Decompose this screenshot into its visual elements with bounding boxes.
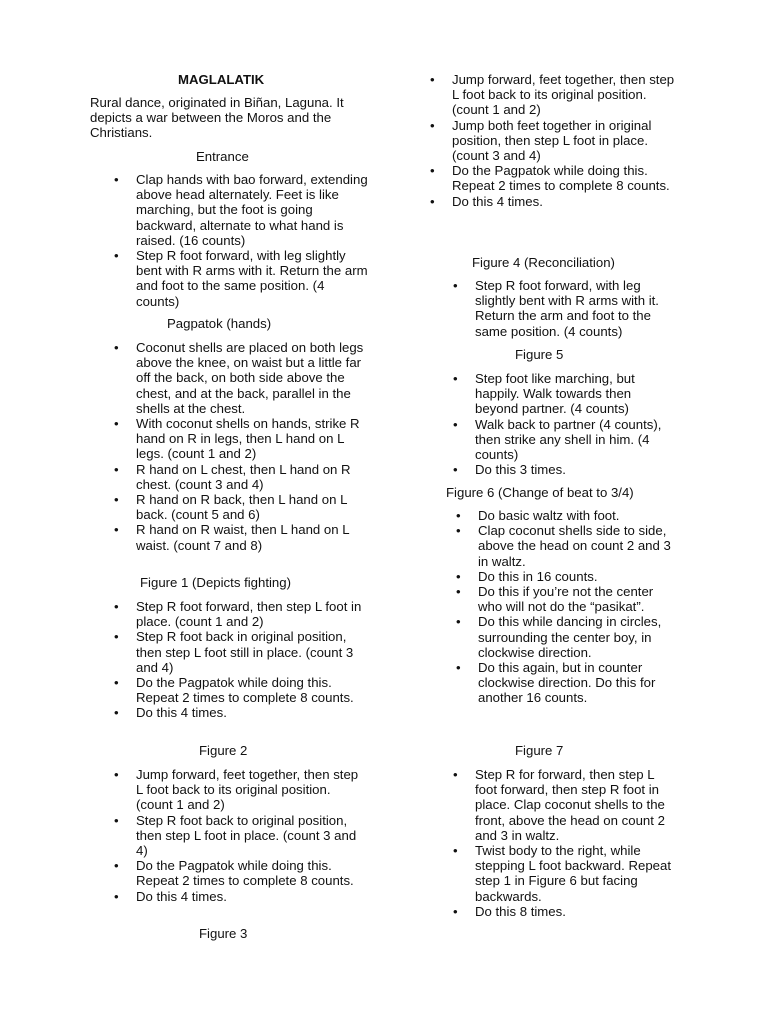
list-item: • Walk back to partner (4 counts), then strike any shell in him. (4 counts) [475,417,675,463]
list-item: • Step R foot back to original position, then step L foot in place. (count 3 and 4) [136,813,368,859]
pagpatok-list [136,340,368,553]
figure2-list [136,767,368,904]
list-item: • Step R for forward, then step L foot forward, then step R foot in place. Clap coconut shells to the front, above the head on count 2 and 3 in waltz. [475,767,675,843]
list-item: • Jump forward, feet together, then step L foot back to its original position. (count 1 and 2) [452,72,680,118]
figure4-heading: Figure 4 (Reconciliation) [472,255,615,270]
figure5-heading: Figure 5 [515,347,564,362]
list-item: • Step R foot forward, then step L foot in place. (count 1 and 2) [136,599,368,629]
list-item: • Do this 3 times. [475,462,675,477]
pagpatok-heading: Pagpatok (hands) [167,316,272,331]
entrance-heading: Entrance [196,149,249,164]
list-item: • Do this while dancing in circles, surrounding the center boy, in clockwise direction. [478,614,678,660]
list-item: • Step R foot forward, with leg slightly bent with R arms with it. Return the arm and foot to the same position. (4 counts) [475,278,675,339]
figure6-list [478,508,678,706]
list-item: • R hand on R back, then L hand on L back. (count 5 and 6) [136,492,368,522]
list-item: • Do this in 16 counts. [478,569,678,584]
entrance-list [136,172,368,309]
list-item: • Do the Pagpatok while doing this. Repeat 2 times to complete 8 counts. [452,163,680,193]
list-item: • Clap hands with bao forward, extending above head alternately. Feet is like marching, but the foot is going backward, alternate to what hand is raised. (16 counts) [136,172,368,248]
figure1-list [136,599,368,721]
list-item: • R hand on R waist, then L hand on L waist. (count 7 and 8) [136,522,368,552]
figure2-heading: Figure 2 [199,743,248,758]
list-item: • Do the Pagpatok while doing this. Repeat 2 times to complete 8 counts. [136,858,368,888]
figure7-heading: Figure 7 [515,743,564,758]
list-item: • Jump both feet together in original position, then step L foot in place. (count 3 and 4) [452,118,680,164]
page-title: MAGLALATIK [178,72,265,87]
figure3-heading: Figure 3 [199,926,248,941]
figure1-heading: Figure 1 (Depicts fighting) [140,575,291,590]
list-item: • With coconut shells on hands, strike R hand on R in legs, then L hand on L legs. (count 1 and 2) [136,416,368,462]
list-item: • Do this if you’re not the center who will not do the “pasikat”. [478,584,678,614]
list-item: • Jump forward, feet together, then step L foot back to its original position. (count 1 and 2) [136,767,368,813]
list-item: • Do this 8 times. [475,904,675,919]
list-item: • Step R foot back in original position, then step L foot still in place. (count 3 and 4) [136,629,368,675]
figure6-heading: Figure 6 (Change of beat to 3/4) [446,485,634,500]
list-item: • Do basic waltz with foot. [478,508,678,523]
list-item: • R hand on L chest, then L hand on R chest. (count 3 and 4) [136,462,368,492]
list-item: • Do the Pagpatok while doing this. Repeat 2 times to complete 8 counts. [136,675,368,705]
list-item: • Clap coconut shells side to side, above the head on count 2 and 3 in waltz. [478,523,678,569]
list-item: • Do this 4 times. [452,194,680,209]
figure7-list [475,767,675,919]
list-item: • Coconut shells are placed on both legs above the knee, on waist but a little far off the back, on both side above the chest, and at the back, parallel in the shells at the chest. [136,340,368,416]
figure3-list [452,72,680,209]
list-item: • Do this 4 times. [136,705,368,720]
list-item: • Do this again, but in counter clockwise direction. Do this for another 16 counts. [478,660,678,706]
list-item: • Twist body to the right, while stepping L foot backward. Repeat step 1 in Figure 6 but facing backwards. [475,843,675,904]
intro-paragraph: Rural dance, originated in Biñan, Laguna. It depicts a war between the Moros and the Christians. [90,95,344,141]
list-item: • Do this 4 times. [136,889,368,904]
list-item: • Step foot like marching, but happily. Walk towards then beyond partner. (4 counts) [475,371,675,417]
list-item: • Step R foot forward, with leg slightly bent with R arms with it. Return the arm and foot to the same position. (4 counts) [136,248,368,309]
figure4-list [475,278,675,339]
figure5-list [475,371,675,477]
